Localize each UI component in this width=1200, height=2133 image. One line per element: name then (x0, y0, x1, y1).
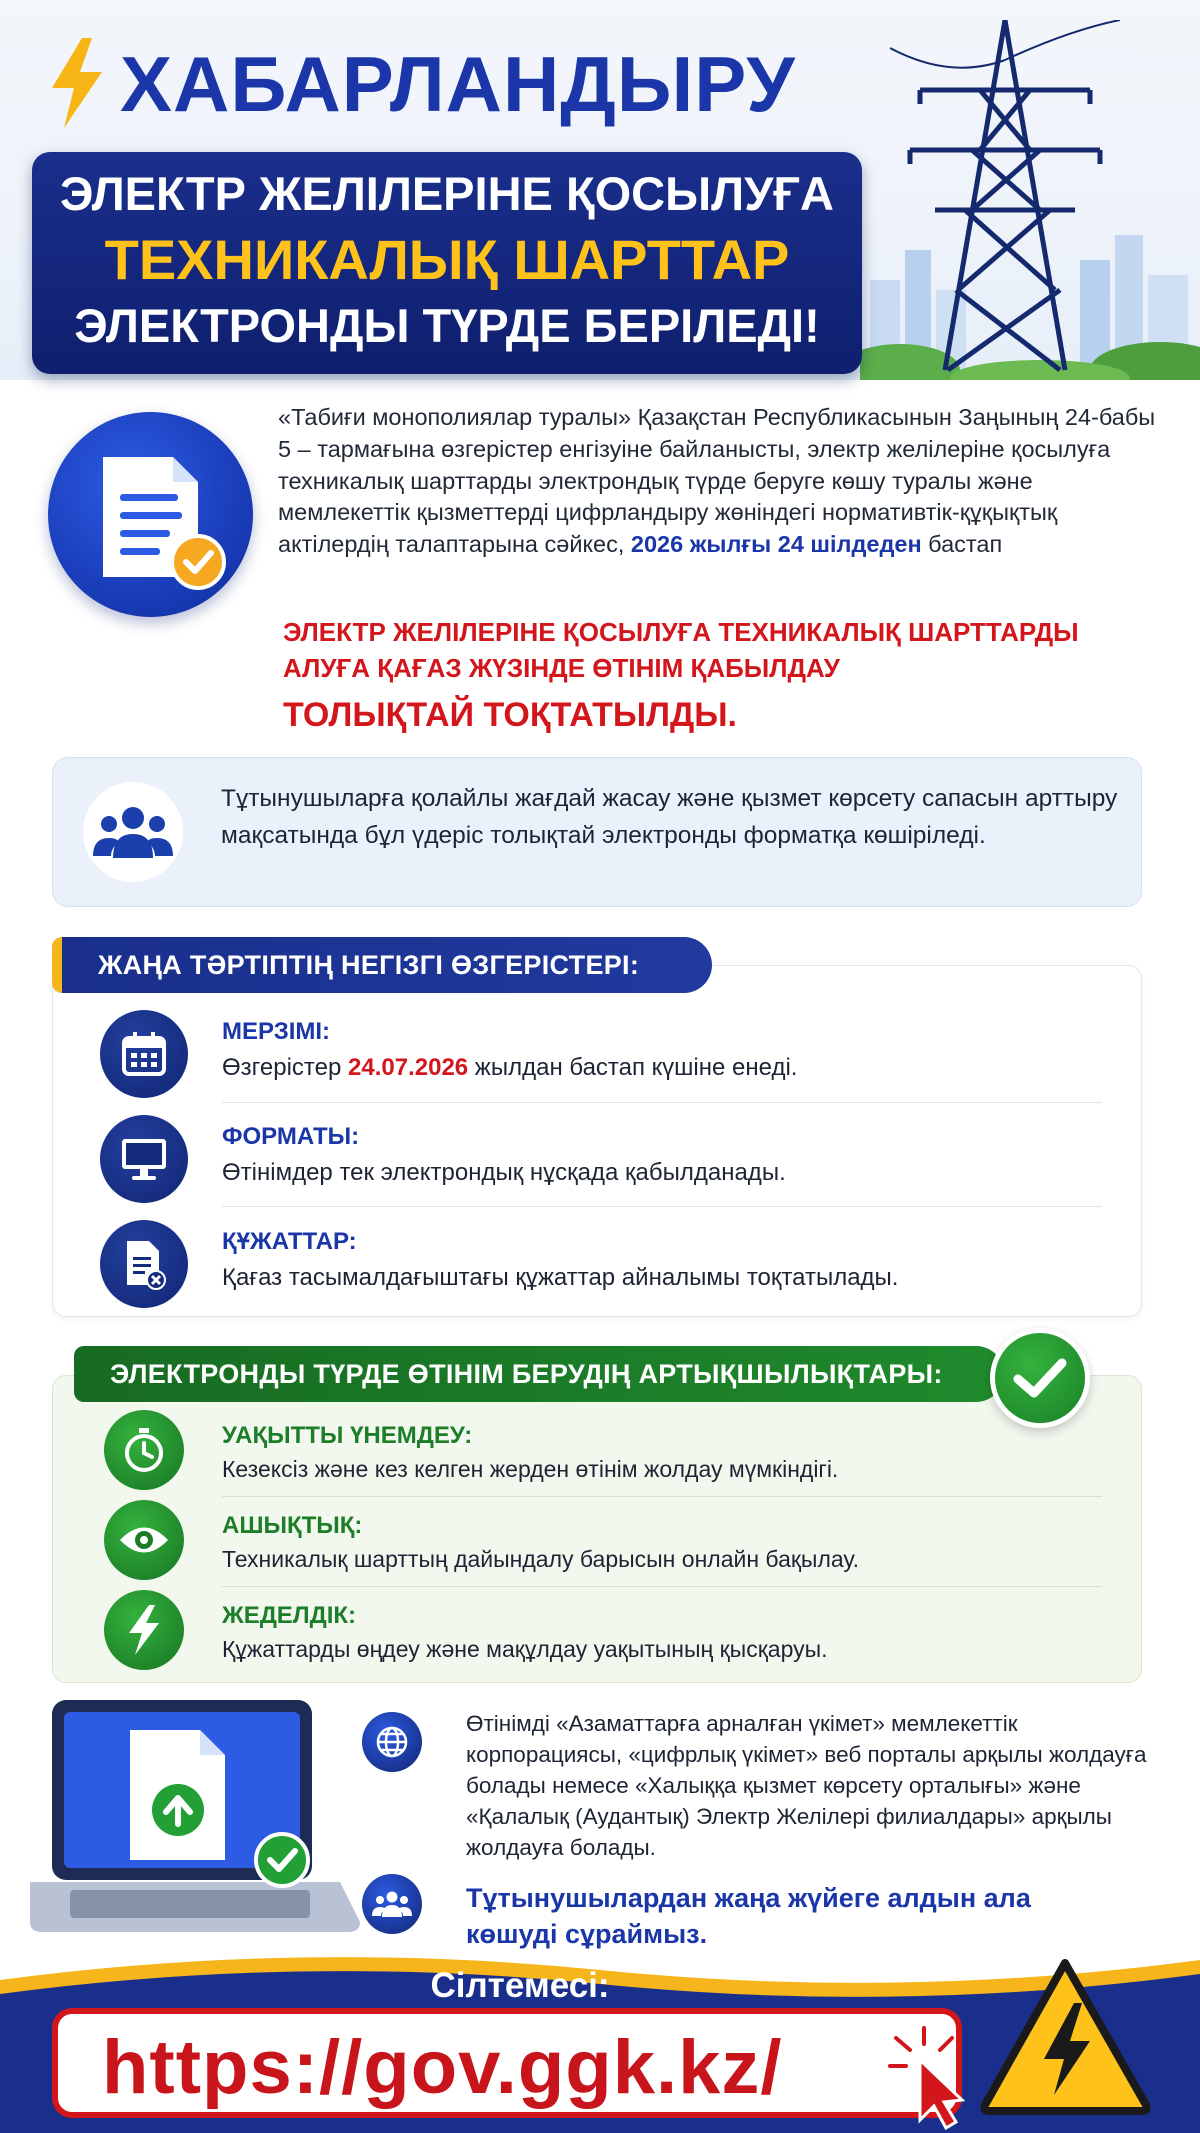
advantages-heading: ЭЛЕКТРОНДЫ ТҮРДЕ ӨТІНІМ БЕРУДІҢ АРТЫҚШЫЛЫҚТАРЫ: (74, 1346, 1004, 1402)
advantage-title: УАҚЫТТЫ ҮНЕМДЕУ: (222, 1422, 473, 1449)
lightning-icon (104, 1590, 184, 1670)
advantage-item-transparency (104, 1500, 1114, 1584)
warning-high-voltage-icon (978, 1955, 1153, 2115)
divider (222, 1102, 1102, 1103)
notice-red-block (283, 614, 1153, 740)
advantage-desc: Кезексіз және кез келген жерден өтінім жолдау мүмкіндігі. (222, 1456, 839, 1482)
headline-line-1: ЭЛЕКТР ЖЕЛІЛЕРІНЕ ҚОСЫЛУҒА (60, 167, 834, 220)
intro-text-before: «Табиғи монополиялар туралы» Қазақстан Республикасынын Заңының 24-бабы 5 – тармағына өзгерістер енгізуіне байланысты, электр желілеріне қосылуға техникалық шарттарды электрондық түрде беруге көшу туралы және мемлекеттік қызметтерді цифрландыру жөніндегі нормативтік-құқықтық актілердің талаптарына сәйкес, (278, 404, 1156, 558)
link-label: Сілтемесі: (430, 1966, 610, 2005)
change-desc-after: жылдан бастап күшіне енеді. (468, 1054, 798, 1081)
divider (222, 1586, 1102, 1587)
advantage-item-speed (104, 1590, 1114, 1674)
globe-icon (362, 1712, 422, 1772)
notice-red-big: ТОЛЫҚТАЙ ТОҚТАТЫЛДЫ. (283, 696, 737, 734)
change-item-documents (100, 1220, 1110, 1328)
advantage-title: ЖЕДЕЛДІК: (222, 1602, 357, 1629)
intro-paragraph (278, 402, 1158, 561)
change-desc: Өтінімдер тек электрондық нұсқада қабылданады. (222, 1159, 786, 1186)
change-title: ҚҰЖАТТАР: (222, 1228, 357, 1255)
website-link[interactable]: https://gov.ggk.kz/ (102, 2025, 783, 2110)
changes-heading: ЖАҢА ТӘРТІПТІҢ НЕГІЗГІ ӨЗГЕРІСТЕРІ: (52, 937, 712, 993)
stopwatch-icon (104, 1410, 184, 1490)
info-text: Тұтынушыларға қолайлы жағдай жасау және қызмет көрсету сапасын арттыру мақсатында бұл үдеріс толықтай электронды форматқа көшіріледі. (221, 785, 1118, 849)
link-box[interactable] (52, 2008, 962, 2118)
change-date: 24.07.2026 (348, 1054, 469, 1081)
page-title: ХАБАРЛАНДЫРУ (120, 40, 796, 128)
divider (222, 1496, 1102, 1497)
people-icon (83, 782, 183, 882)
change-desc-before: Өзгерістер (222, 1054, 349, 1081)
calendar-icon (100, 1010, 188, 1098)
info-box (52, 757, 1142, 907)
advantage-desc: Құжаттарды өңдеу және мақұлдау уақытының қысқаруы. (222, 1636, 828, 1662)
advantage-item-time (104, 1410, 1114, 1494)
change-desc: Қағаз тасымалдағыштағы құжаттар айналымы тоқтатылады. (222, 1264, 899, 1291)
headline-line-2: ТЕХНИКАЛЫҚ ШАРТТАР (104, 228, 790, 291)
intro-date-highlight: 2026 жылғы 24 шілдеден (630, 531, 922, 558)
change-title: ФОРМАТЫ: (222, 1123, 360, 1150)
headline-banner (32, 152, 862, 374)
power-tower-icon (890, 20, 1120, 380)
cursor-click-icon (888, 2020, 978, 2130)
advantage-title: АШЫҚТЫҚ: (222, 1512, 363, 1539)
headline-line-3: ЭЛЕКТРОНДЫ ТҮРДЕ БЕРІЛЕДІ! (74, 299, 820, 352)
eye-icon (104, 1500, 184, 1580)
change-desc (222, 1054, 797, 1082)
lightning-icon (52, 38, 102, 128)
laptop-upload-icon (30, 1700, 360, 1960)
change-title: МЕРЗІМІ: (222, 1018, 331, 1045)
notice-red-line: ЭЛЕКТР ЖЕЛІЛЕРІНЕ ҚОСЫЛУҒА ТЕХНИКАЛЫҚ ШАРТТАРДЫ АЛУҒА ҚАҒАЗ ЖҮЗІНДЕ ӨТІНІМ ҚАБЫЛДАУ (283, 617, 1079, 683)
document-x-icon (100, 1220, 188, 1308)
people-icon (362, 1874, 422, 1934)
advantage-desc: Техникалық шарттың дайындалу барысын онлайн бақылау. (222, 1546, 859, 1572)
migration-request-text: Тұтынушылардан жаңа жүйеге алдын ала көшуді сұраймыз. (466, 1883, 1031, 1949)
document-check-icon (48, 412, 253, 617)
divider (222, 1206, 1102, 1207)
submit-channels-text: Өтінімді «Азаматтарға арналған үкімет» мемлекеттік корпорациясы, «цифрлық үкімет» веб порталы арқылы жолдауға болады немесе «Халыққа қызмет көрсету орталығы» және «Қалалық (Аудантық) Электр Желілері филиалдары» арқылы жолдауға болады. (466, 1711, 1147, 1860)
monitor-icon (100, 1115, 188, 1203)
intro-text-after: бастап (921, 531, 1003, 558)
